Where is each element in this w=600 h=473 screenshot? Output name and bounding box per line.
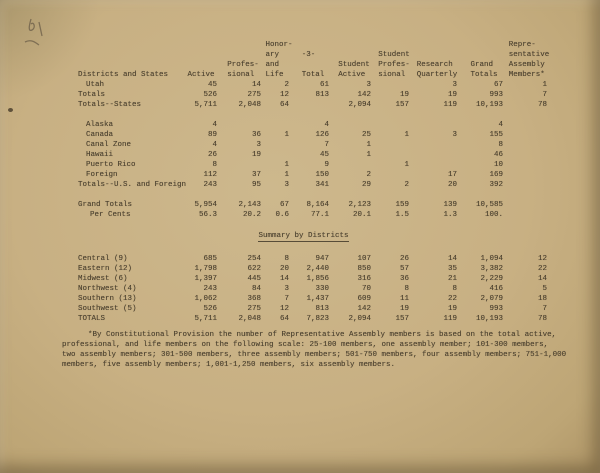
table-cell: 142: [357, 305, 371, 313]
table-cell: 20: [447, 181, 457, 189]
table-cell: 2,143: [238, 201, 261, 209]
section-heading-row: [56, 230, 551, 244]
table-cell: 8: [212, 161, 217, 169]
table-cell: 157: [395, 315, 409, 323]
table-cell: 2,048: [238, 101, 261, 109]
table-cell: 526: [203, 91, 217, 99]
table-cell: [507, 210, 551, 220]
table-cell: 169: [489, 171, 503, 179]
column-header-line: sional: [378, 71, 406, 79]
column-header-line: Student: [338, 61, 370, 69]
table-cell: 813: [315, 91, 329, 99]
table-cell: 19: [447, 305, 457, 313]
table-cell: 1,798: [194, 265, 217, 273]
row-label: Southwest (5): [78, 305, 137, 313]
table-cell: 1,397: [194, 275, 217, 283]
table-cell: [265, 150, 293, 160]
table-cell: 416: [489, 285, 503, 293]
column-header-research-quarterly: [413, 40, 461, 80]
table-cell: 993: [489, 305, 503, 313]
table-cell: 1,437: [306, 295, 329, 303]
table-cell: 3,382: [480, 265, 503, 273]
column-header-professional: [221, 40, 265, 80]
table-cell: 12: [537, 255, 547, 263]
table-cell: [375, 140, 413, 150]
column-header-line: Honor-: [265, 41, 293, 49]
table-cell: 2,048: [238, 315, 261, 323]
table-cell: [413, 120, 461, 130]
table-cell: 1: [284, 161, 289, 169]
table-cell: 26: [207, 151, 217, 159]
row-label: Per Cents: [90, 211, 131, 219]
table-cell: 7: [542, 91, 547, 99]
table-row: [56, 180, 551, 190]
row-spacer: [56, 220, 551, 230]
table-row: [56, 130, 551, 140]
table-cell: 67: [279, 201, 289, 209]
table-cell: 112: [203, 171, 217, 179]
table-cell: [265, 140, 293, 150]
table-cell: 20: [279, 265, 289, 273]
table-cell: 1: [284, 131, 289, 139]
table-cell: 850: [357, 265, 371, 273]
table-cell: 14: [251, 81, 261, 89]
footnote-line: professional, and life members on the following scale: 25-100 members, one assembly member; 101-300 members,: [62, 341, 549, 349]
table-cell: 526: [203, 305, 217, 313]
table-cell: 1,062: [194, 295, 217, 303]
table-cell: 2,123: [348, 201, 371, 209]
table-cell: 35: [447, 265, 457, 273]
table-cell: 70: [361, 285, 371, 293]
table-cell: [413, 140, 461, 150]
table-cell: 3: [452, 131, 457, 139]
row-label: Totals: [78, 91, 106, 99]
page-content: [56, 40, 592, 370]
table-cell: 7: [542, 305, 547, 313]
table-cell: 20.2: [242, 211, 261, 219]
column-header-line: Life: [265, 71, 284, 79]
table-row: [56, 254, 551, 264]
table-cell: 2,079: [480, 295, 503, 303]
column-header-student-professional: [375, 40, 413, 80]
column-header-active: [181, 40, 221, 80]
table-cell: 56.3: [198, 211, 217, 219]
table-cell: 21: [447, 275, 457, 283]
table-cell: 1: [366, 141, 371, 149]
table-cell: 7: [324, 141, 329, 149]
column-header-line: Members*: [508, 71, 545, 79]
table-cell: 17: [447, 171, 457, 179]
column-header-line: Student: [378, 51, 410, 59]
table-cell: [221, 160, 265, 170]
table-cell: 341: [315, 181, 329, 189]
table-cell: 157: [395, 101, 409, 109]
table-cell: 3: [452, 81, 457, 89]
column-header-districts-and-states: Districts and States: [78, 71, 169, 79]
table-cell: 1: [404, 161, 409, 169]
row-label: Alaska: [86, 121, 114, 129]
table-cell: 12: [279, 91, 289, 99]
table-cell: 8,164: [306, 201, 329, 209]
column-header-line: sentative: [508, 51, 550, 59]
table-cell: [507, 150, 551, 160]
column-header-line: Totals: [470, 71, 498, 79]
row-label: Northwest (4): [78, 285, 137, 293]
table-cell: 8: [452, 285, 457, 293]
column-header-grand-totals: [461, 40, 507, 80]
table-cell: 57: [399, 265, 409, 273]
table-cell: 1: [284, 171, 289, 179]
table-cell: 100.: [484, 211, 503, 219]
table-cell: 3: [284, 181, 289, 189]
table-cell: 61: [319, 81, 329, 89]
table-cell: 95: [251, 181, 261, 189]
column-header-line: sional: [227, 71, 255, 79]
table-cell: 5: [542, 285, 547, 293]
table-row: [56, 210, 551, 220]
table-cell: [507, 120, 551, 130]
table-cell: 5,954: [194, 201, 217, 209]
row-spacer: [56, 244, 551, 254]
table-cell: 275: [247, 305, 261, 313]
table-cell: 19: [399, 305, 409, 313]
table-cell: 126: [315, 131, 329, 139]
table-cell: 37: [251, 171, 261, 179]
table-cell: 64: [279, 315, 289, 323]
table-cell: 20.1: [352, 211, 371, 219]
column-header-honorary-and-life: [265, 40, 293, 80]
table-cell: 78: [537, 101, 547, 109]
table-cell: [375, 120, 413, 130]
table-cell: 139: [443, 201, 457, 209]
table-row: [56, 170, 551, 180]
table-cell: 1: [542, 81, 547, 89]
column-header-line: Repre-: [508, 41, 536, 49]
table-row: [56, 304, 551, 314]
column-header-line: Quarterly: [416, 71, 458, 79]
table-cell: 947: [315, 255, 329, 263]
column-header-total: [293, 40, 333, 80]
table-row: [56, 294, 551, 304]
membership-table: [56, 40, 551, 324]
table-row: [56, 200, 551, 210]
table-cell: 89: [207, 131, 217, 139]
column-header-line: Assembly: [508, 61, 545, 69]
table-cell: 11: [399, 295, 409, 303]
row-label: Puerto Rico: [86, 161, 136, 169]
table-cell: [507, 140, 551, 150]
table-cell: 84: [251, 285, 261, 293]
table-row: [56, 264, 551, 274]
table-cell: 3: [284, 285, 289, 293]
table-row: [56, 160, 551, 170]
table-row: [56, 90, 551, 100]
table-cell: 2: [404, 181, 409, 189]
row-label: Utah: [86, 81, 105, 89]
column-header-representative-assembly-members: [507, 40, 551, 80]
table-cell: 36: [251, 131, 261, 139]
table-cell: [507, 200, 551, 210]
footnote-line: members, five assembly members; 1,001-1,250 members, six assembly members.: [62, 361, 396, 369]
table-cell: 8: [284, 255, 289, 263]
ink-spot: [8, 108, 13, 112]
table-cell: 46: [493, 151, 503, 159]
table-row: [56, 100, 551, 110]
table-cell: 4: [212, 141, 217, 149]
table-cell: 1: [404, 131, 409, 139]
column-header-line: Grand: [470, 61, 493, 69]
table-cell: 2: [284, 81, 289, 89]
table-row: [56, 140, 551, 150]
table-cell: [375, 80, 413, 90]
row-label: TOTALS: [78, 315, 106, 323]
column-header-line: Profes-: [227, 61, 259, 69]
table-cell: 0.6: [275, 211, 289, 219]
table-cell: 2,094: [348, 101, 371, 109]
table-cell: 8: [404, 285, 409, 293]
table-cell: 622: [247, 265, 261, 273]
table-cell: 142: [357, 91, 371, 99]
row-label: Eastern (12): [78, 265, 133, 273]
table-cell: 2: [366, 171, 371, 179]
table-cell: 3: [366, 81, 371, 89]
table-cell: [507, 170, 551, 180]
column-header-line: ary: [265, 51, 279, 59]
table-cell: 14: [537, 275, 547, 283]
table-cell: 993: [489, 91, 503, 99]
table-cell: [333, 160, 375, 170]
column-header-line: and: [265, 61, 279, 69]
footnote-line: *By Constitutional Provision the number of Representative Assembly members is based on the total active,: [88, 331, 557, 339]
table-cell: 1,094: [480, 255, 503, 263]
table-cell: [507, 180, 551, 190]
table-row: [56, 150, 551, 160]
table-cell: 1.3: [443, 211, 457, 219]
table-cell: 10,193: [475, 101, 503, 109]
table-cell: 330: [315, 285, 329, 293]
table-row: [56, 314, 551, 324]
table-header-row: [56, 40, 551, 80]
table-cell: 5,711: [194, 315, 217, 323]
section-heading: Summary by Districts: [258, 232, 349, 240]
table-cell: 22: [447, 295, 457, 303]
row-label: Canal Zone: [86, 141, 132, 149]
table-cell: 77.1: [310, 211, 329, 219]
table-cell: 7,823: [306, 315, 329, 323]
table-cell: [221, 120, 265, 130]
row-label: Central (9): [78, 255, 128, 263]
table-cell: 392: [489, 181, 503, 189]
table-cell: 29: [361, 181, 371, 189]
page-number: -3-: [301, 51, 316, 59]
table-cell: 45: [319, 151, 329, 159]
table-cell: [413, 150, 461, 160]
table-cell: 67: [493, 81, 503, 89]
table-cell: 10,585: [475, 201, 503, 209]
table-cell: 64: [279, 101, 289, 109]
table-cell: 609: [357, 295, 371, 303]
table-cell: [333, 120, 375, 130]
table-cell: 10: [493, 161, 503, 169]
table-cell: 1.5: [395, 211, 409, 219]
table-cell: [293, 100, 333, 110]
column-header-line: Profes-: [378, 61, 410, 69]
footnote: [62, 330, 578, 370]
table-cell: 159: [395, 201, 409, 209]
table-row: [56, 80, 551, 90]
row-label: Canada: [86, 131, 114, 139]
table-cell: 26: [399, 255, 409, 263]
table-cell: 3: [256, 141, 261, 149]
table-cell: 1,856: [306, 275, 329, 283]
row-label: Southern (13): [78, 295, 137, 303]
table-row: [56, 274, 551, 284]
footnote-line: two assembly members; 301-500 members, three assembly members; 501-750 members, four assembly members; 751-1,000: [62, 351, 567, 359]
table-cell: 243: [203, 181, 217, 189]
table-row: [56, 120, 551, 130]
table-cell: 150: [315, 171, 329, 179]
column-header-student-active: [333, 40, 375, 80]
table-cell: [375, 150, 413, 160]
table-cell: 4: [212, 121, 217, 129]
table-cell: 8: [498, 141, 503, 149]
table-cell: 2,229: [480, 275, 503, 283]
table-body: [56, 80, 551, 324]
table-cell: 275: [247, 91, 261, 99]
row-spacer: [56, 190, 551, 200]
table-cell: 14: [279, 275, 289, 283]
table-cell: 2,440: [306, 265, 329, 273]
table-cell: 45: [207, 81, 217, 89]
table-cell: 243: [203, 285, 217, 293]
table-cell: 19: [251, 151, 261, 159]
column-header-line: Total: [301, 71, 325, 79]
row-spacer: [56, 110, 551, 120]
row-label: Midwest (6): [78, 275, 128, 283]
table-cell: [413, 160, 461, 170]
table-cell: 19: [399, 91, 409, 99]
table-cell: 36: [399, 275, 409, 283]
table-cell: 685: [203, 255, 217, 263]
table-cell: 22: [537, 265, 547, 273]
table-cell: 1: [366, 151, 371, 159]
table-cell: [507, 130, 551, 140]
row-label: Foreign: [86, 171, 118, 179]
table-cell: 316: [357, 275, 371, 283]
table-cell: 813: [315, 305, 329, 313]
column-header-line: Research: [416, 61, 453, 69]
column-header-line: [302, 60, 325, 70]
table-cell: 119: [443, 315, 457, 323]
row-label: Grand Totals: [78, 201, 133, 209]
table-cell: 12: [279, 305, 289, 313]
table-cell: 10,193: [475, 315, 503, 323]
table-cell: 9: [324, 161, 329, 169]
table-cell: 445: [247, 275, 261, 283]
table-cell: 155: [489, 131, 503, 139]
table-cell: 18: [537, 295, 547, 303]
table-cell: 78: [537, 315, 547, 323]
row-label: Totals--U.S. and Foreign: [78, 181, 187, 189]
table-cell: 7: [284, 295, 289, 303]
table-cell: 2,094: [348, 315, 371, 323]
table-cell: [507, 160, 551, 170]
table-cell: 25: [361, 131, 371, 139]
table-cell: 19: [447, 91, 457, 99]
table-cell: 14: [447, 255, 457, 263]
table-cell: 254: [247, 255, 261, 263]
column-header-line: Active: [338, 71, 366, 79]
table-row: [56, 284, 551, 294]
row-label: Hawaii: [86, 151, 114, 159]
table-cell: [265, 120, 293, 130]
table-cell: 4: [498, 121, 503, 129]
table-cell: 5,711: [194, 101, 217, 109]
table-cell: [375, 170, 413, 180]
table-cell: 4: [324, 121, 329, 129]
table-cell: 119: [443, 101, 457, 109]
table-cell: 107: [357, 255, 371, 263]
table-cell: 368: [247, 295, 261, 303]
column-header-line: Active: [187, 71, 215, 79]
row-label: Totals--States: [78, 101, 142, 109]
